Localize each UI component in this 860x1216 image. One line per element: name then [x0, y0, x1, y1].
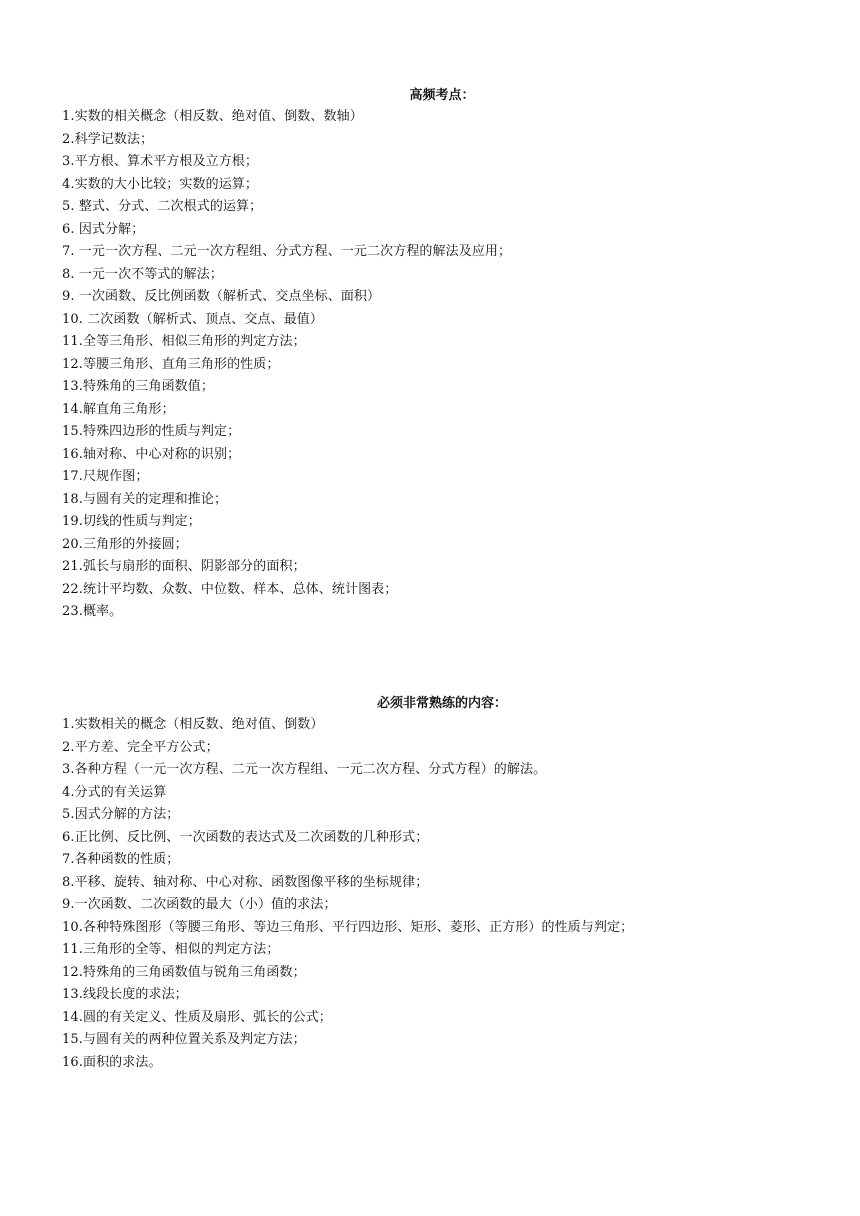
list-item: 18.与圆有关的定理和推论； — [62, 491, 228, 507]
high-frequency-list — [62, 106, 822, 624]
list-item: 12.特殊角的三角函数值与锐角三角函数； — [62, 964, 306, 980]
list-item: 19.切线的性质与判定； — [62, 514, 201, 529]
list-item: 7.各种函数的性质； — [62, 852, 180, 867]
list-item: 8.平移、旋转、轴对称、中心对称、函数图像平移的坐标规律； — [62, 874, 429, 890]
section-heading-must-master: 必须非常熟练的内容： — [376, 696, 507, 711]
list-item: 16.面积的求法。 — [62, 1054, 162, 1070]
must-master-section — [62, 694, 822, 1074]
list-item: 15.与圆有关的两种位置关系及判定方法； — [62, 1032, 306, 1047]
list-item: 4.分式的有关运算 — [62, 784, 167, 800]
list-item: 6.正比例、反比例、一次函数的表达式及二次函数的几种形式； — [62, 829, 429, 845]
list-item: 5.因式分解的方法； — [62, 807, 180, 822]
list-item: 8. 一元一次不等式的解法； — [62, 266, 223, 282]
list-item: 22.统计平均数、众数、中位数、样本、总体、统计图表； — [62, 581, 398, 597]
list-item: 15.特殊四边形的性质与判定； — [62, 424, 241, 439]
list-item: 14.解直角三角形； — [62, 401, 175, 417]
must-master-list — [62, 714, 822, 1074]
list-item: 21.弧长与扇形的面积、阴影部分的面积； — [62, 559, 306, 574]
list-item: 11.全等三角形、相似三角形的判定方法； — [62, 334, 306, 349]
list-item: 14.圆的有关定义、性质及扇形、弧长的公式； — [62, 1009, 332, 1025]
list-item: 10.各种特殊图形（等腰三角形、等边三角形、平行四边形、矩形、菱形、正方形）的性质与判定； — [62, 919, 634, 935]
high-frequency-section — [62, 86, 822, 624]
list-item: 23.概率。 — [62, 604, 123, 619]
list-item: 9. 一次函数、反比例函数（解析式、交点坐标、面积） — [62, 289, 381, 304]
list-item: 13.线段长度的求法； — [62, 987, 188, 1002]
list-item: 4.实数的大小比较；实数的运算； — [62, 176, 259, 192]
list-item: 11.三角形的全等、相似的判定方法； — [62, 942, 280, 957]
list-item: 9.一次函数、二次函数的最大（小）值的求法； — [62, 897, 337, 912]
list-item: 16.轴对称、中心对称的识别； — [62, 446, 241, 462]
list-item: 2.平方差、完全平方公式； — [62, 739, 219, 755]
list-item: 6. 因式分解； — [62, 221, 145, 237]
list-item: 20.三角形的外接圆； — [62, 536, 188, 552]
list-item: 10. 二次函数（解析式、顶点、交点、最值） — [62, 311, 324, 327]
list-item: 2.科学记数法； — [62, 131, 154, 147]
list-item: 13.特殊角的三角函数值； — [62, 379, 214, 394]
list-item: 17.尺规作图； — [62, 469, 149, 484]
list-item: 3.平方根、算术平方根及立方根； — [62, 154, 259, 169]
list-item: 5. 整式、分式、二次根式的运算； — [62, 199, 263, 214]
list-item: 1.实数的相关概念（相反数、绝对值、倒数、数轴） — [62, 109, 363, 124]
section-heading-high-frequency: 高频考点： — [409, 88, 475, 103]
list-item: 3.各种方程（一元一次方程、二元一次方程组、一元二次方程、分式方程）的解法。 — [62, 762, 547, 777]
list-item: 7. 一元一次方程、二元一次方程组、分式方程、一元二次方程的解法及应用； — [62, 244, 512, 259]
list-item: 12.等腰三角形、直角三角形的性质； — [62, 356, 280, 372]
list-item: 1.实数相关的概念（相反数、绝对值、倒数） — [62, 717, 324, 732]
